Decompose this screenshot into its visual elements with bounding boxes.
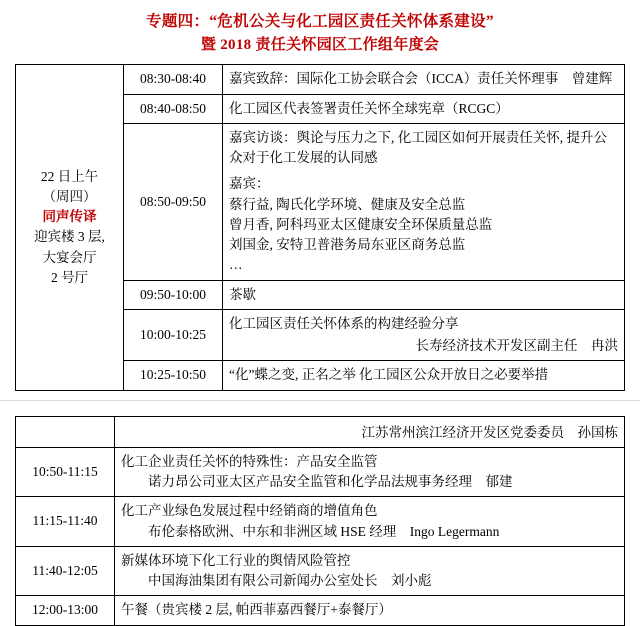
session-topic-with-speaker [223,309,625,361]
session-topic: 午餐（贵宾楼 2 层, 帕西菲嘉西餐厅+泰餐厅） [115,596,625,625]
table-row [16,546,625,596]
panel-guest-2: 曾月香, 阿科玛亚太区健康安全环保质量总监 [229,216,493,232]
session-topic: 化工园区代表签署责任关怀全球宪章（RCGC） [223,94,625,123]
session-topic-text: 化工园区责任关怀体系的构建经验分享 [229,315,459,331]
table-row [16,447,625,497]
session-weekday: （周四） [42,188,97,204]
session-time: 10:25-10:50 [124,361,223,390]
session-time: 11:15-11:40 [16,497,115,547]
session-time: 09:50-10:00 [124,280,223,309]
table-row [16,596,625,625]
morning-schedule-table-part2 [15,416,625,626]
session-time: 08:40-08:50 [124,94,223,123]
session-time [16,416,115,447]
session-date: 22 日上午 [40,168,99,184]
session-venue-line3: 2 号厅 [50,269,89,285]
session-time: 08:30-08:40 [124,65,223,94]
session-venue-line1: 迎宾楼 3 层, [34,229,105,245]
session-topic: “化”蝶之变, 正名之举 化工园区公众开放日之必要举措 [223,361,625,390]
panel-topic-text: 嘉宾访谈：舆论与压力之下, 化工园区如何开展责任关怀, 提升公众对于化工发展的认同感 [229,129,607,166]
session-time: 10:50-11:15 [16,447,115,497]
session-speaker: 中国海油集团有限公司新闻办公室处长 刘小彪 [148,573,432,589]
session-time: 10:00-10:25 [124,309,223,361]
session-speaker: 诺力昂公司亚太区产品安全监管和化学品法规事务经理 郁建 [148,474,513,490]
session-time: 11:40-12:05 [16,546,115,596]
table-row [16,497,625,547]
session-topic-with-speaker [115,546,625,596]
title-line-1: 专题四：“危机公关与化工园区责任关怀体系建设” [146,13,494,30]
panel-guest-label: 嘉宾： [229,176,270,192]
session-interpretation-note: 同声传译 [42,209,97,225]
session-speaker: 长寿经济技术开发区副主任 冉洪 [415,338,618,354]
table-row [16,65,625,94]
session-topic: 茶歇 [223,280,625,309]
session-time: 08:50-09:50 [124,123,223,280]
morning-schedule-table-part1 [15,64,625,390]
panel-guest-4: … [229,257,243,273]
session-topic-text: 新媒体环境下化工行业的舆情风险管控 [121,552,351,568]
session-when-cell [16,65,124,390]
session-topic: 嘉宾致辞：国际化工协会联合会（ICCA）责任关怀理事 曾建辉 [223,65,625,94]
session-topic-with-speaker [115,497,625,547]
panel-guest-1: 蔡行益, 陶氏化学环境、健康及安全总监 [229,196,466,212]
session-topic-text: 化工企业责任关怀的特殊性：产品安全监管 [121,453,378,469]
session-time: 12:00-13:00 [16,596,115,625]
session-speaker: 布伦泰格欧洲、中东和非洲区域 HSE 经理 Ingo Legermann [148,523,500,539]
session-venue-line2: 大宴会厅 [42,249,97,265]
spacer [0,401,640,409]
page-title [0,0,640,57]
table-row [16,416,625,447]
session-topic-panel [223,123,625,280]
session-speaker: 江苏常州滨江经济开发区党委委员 孙国栋 [361,424,618,440]
session-topic-with-speaker [115,447,625,497]
session-topic-text: 化工产业绿色发展过程中经销商的增值角色 [121,503,378,519]
title-line-2: 暨 2018 责任关怀园区工作组年度会 [200,37,440,54]
panel-guest-3: 刘国金, 安特卫普港务局东亚区商务总监 [229,237,466,253]
session-topic-with-speaker [115,416,625,447]
